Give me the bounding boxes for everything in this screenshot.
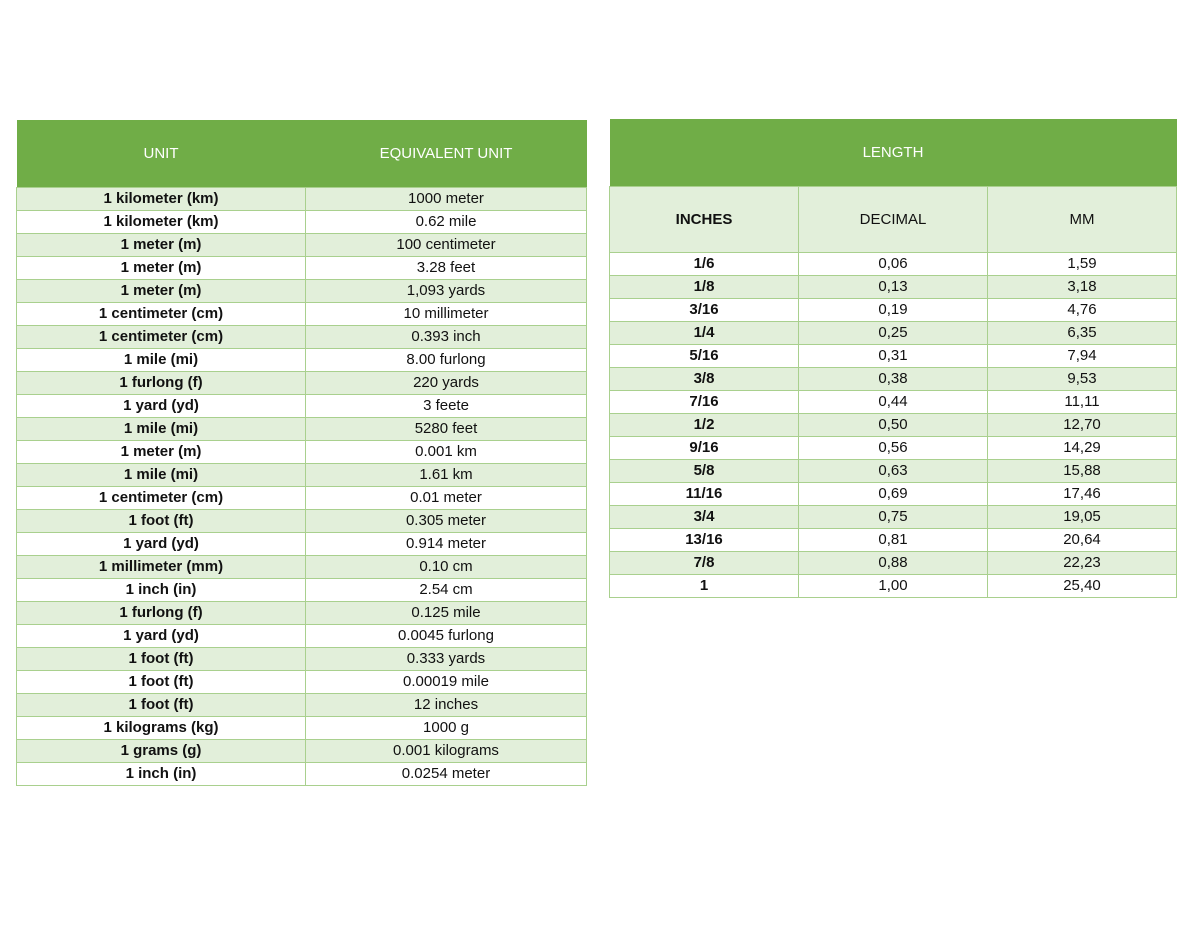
table-row (610, 437, 1177, 460)
unit-cell: 1 inch (in) (17, 579, 306, 602)
inches-cell: 1/4 (610, 322, 799, 345)
unit-cell: 1 yard (yd) (17, 625, 306, 648)
inches-column-header: INCHES (610, 187, 799, 253)
unit-cell: 1 mile (mi) (17, 464, 306, 487)
table-row (610, 460, 1177, 483)
decimal-cell: 0,31 (799, 345, 988, 368)
unit-cell: 1 yard (yd) (17, 395, 306, 418)
unit-cell: 1 meter (m) (17, 441, 306, 464)
mm-cell: 20,64 (988, 529, 1177, 552)
inches-cell: 7/16 (610, 391, 799, 414)
table-row (17, 211, 587, 234)
unit-table-body (17, 188, 587, 786)
unit-cell: 1 kilograms (kg) (17, 717, 306, 740)
table-row (610, 253, 1177, 276)
unit-cell: 1 furlong (f) (17, 602, 306, 625)
unit-cell: 1 kilometer (km) (17, 211, 306, 234)
equivalent-unit-cell: 2.54 cm (306, 579, 587, 602)
equivalent-unit-cell: 0.0045 furlong (306, 625, 587, 648)
equivalent-unit-column-header: EQUIVALENT UNIT (306, 120, 587, 188)
unit-cell: 1 foot (ft) (17, 671, 306, 694)
table-row (17, 395, 587, 418)
mm-cell: 11,11 (988, 391, 1177, 414)
unit-cell: 1 centimeter (cm) (17, 326, 306, 349)
mm-cell: 19,05 (988, 506, 1177, 529)
decimal-cell: 0,75 (799, 506, 988, 529)
inches-cell: 5/16 (610, 345, 799, 368)
unit-cell: 1 meter (m) (17, 257, 306, 280)
table-row (610, 299, 1177, 322)
equivalent-unit-cell: 220 yards (306, 372, 587, 395)
table-row (17, 188, 587, 211)
equivalent-unit-cell: 5280 feet (306, 418, 587, 441)
mm-column-header: MM (988, 187, 1177, 253)
inches-cell: 1/6 (610, 253, 799, 276)
table-row (17, 441, 587, 464)
table-row (17, 602, 587, 625)
table-row (610, 345, 1177, 368)
unit-cell: 1 mile (mi) (17, 418, 306, 441)
mm-cell: 17,46 (988, 483, 1177, 506)
equivalent-unit-cell: 0.125 mile (306, 602, 587, 625)
unit-cell: 1 grams (g) (17, 740, 306, 763)
length-table-body (610, 253, 1177, 598)
equivalent-unit-cell: 0.10 cm (306, 556, 587, 579)
unit-cell: 1 inch (in) (17, 763, 306, 786)
mm-cell: 25,40 (988, 575, 1177, 598)
table-row (17, 418, 587, 441)
equivalent-unit-cell: 0.001 kilograms (306, 740, 587, 763)
decimal-cell: 0,50 (799, 414, 988, 437)
mm-cell: 7,94 (988, 345, 1177, 368)
table-row (610, 483, 1177, 506)
table-row (17, 303, 587, 326)
table-row (17, 740, 587, 763)
mm-cell: 22,23 (988, 552, 1177, 575)
length-conversion-table (609, 119, 1177, 598)
unit-cell: 1 centimeter (cm) (17, 487, 306, 510)
table-row (610, 391, 1177, 414)
mm-cell: 1,59 (988, 253, 1177, 276)
table-row (17, 280, 587, 303)
inches-cell: 5/8 (610, 460, 799, 483)
length-title-row (610, 119, 1177, 187)
decimal-cell: 0,63 (799, 460, 988, 483)
table-row (17, 648, 587, 671)
unit-cell: 1 foot (ft) (17, 510, 306, 533)
table-row (610, 414, 1177, 437)
mm-cell: 3,18 (988, 276, 1177, 299)
table-row (17, 533, 587, 556)
table-row (17, 464, 587, 487)
equivalent-unit-cell: 1000 g (306, 717, 587, 740)
table-row (610, 276, 1177, 299)
table-row (17, 349, 587, 372)
decimal-cell: 0,81 (799, 529, 988, 552)
decimal-cell: 0,19 (799, 299, 988, 322)
unit-cell: 1 kilometer (km) (17, 188, 306, 211)
equivalent-unit-cell: 8.00 furlong (306, 349, 587, 372)
equivalent-unit-cell: 1000 meter (306, 188, 587, 211)
inches-cell: 3/16 (610, 299, 799, 322)
table-row (610, 322, 1177, 345)
unit-cell: 1 meter (m) (17, 234, 306, 257)
mm-cell: 9,53 (988, 368, 1177, 391)
unit-cell: 1 centimeter (cm) (17, 303, 306, 326)
decimal-cell: 0,06 (799, 253, 988, 276)
inches-cell: 11/16 (610, 483, 799, 506)
decimal-cell: 0,69 (799, 483, 988, 506)
table-row (17, 372, 587, 395)
mm-cell: 4,76 (988, 299, 1177, 322)
equivalent-unit-cell: 0.393 inch (306, 326, 587, 349)
equivalent-unit-cell: 0.914 meter (306, 533, 587, 556)
equivalent-unit-cell: 12 inches (306, 694, 587, 717)
equivalent-unit-cell: 3 feete (306, 395, 587, 418)
table-row (17, 717, 587, 740)
table-row (17, 671, 587, 694)
decimal-cell: 0,44 (799, 391, 988, 414)
inches-cell: 3/4 (610, 506, 799, 529)
table-row (17, 579, 587, 602)
table-row (610, 506, 1177, 529)
table-row (17, 234, 587, 257)
equivalent-unit-cell: 0.305 meter (306, 510, 587, 533)
inches-cell: 1 (610, 575, 799, 598)
equivalent-unit-cell: 10 millimeter (306, 303, 587, 326)
table-row (17, 625, 587, 648)
inches-cell: 3/8 (610, 368, 799, 391)
unit-cell: 1 foot (ft) (17, 694, 306, 717)
unit-conversion-table (16, 120, 587, 786)
equivalent-unit-cell: 1,093 yards (306, 280, 587, 303)
equivalent-unit-cell: 0.00019 mile (306, 671, 587, 694)
decimal-cell: 0,56 (799, 437, 988, 460)
unit-cell: 1 furlong (f) (17, 372, 306, 395)
table-row (17, 257, 587, 280)
unit-cell: 1 yard (yd) (17, 533, 306, 556)
unit-cell: 1 mile (mi) (17, 349, 306, 372)
unit-cell: 1 millimeter (mm) (17, 556, 306, 579)
unit-column-header: UNIT (17, 120, 306, 188)
table-row (17, 763, 587, 786)
decimal-cell: 0,38 (799, 368, 988, 391)
inches-cell: 7/8 (610, 552, 799, 575)
equivalent-unit-cell: 0.333 yards (306, 648, 587, 671)
inches-cell: 1/8 (610, 276, 799, 299)
equivalent-unit-cell: 100 centimeter (306, 234, 587, 257)
unit-cell: 1 meter (m) (17, 280, 306, 303)
length-table-title: LENGTH (610, 119, 1177, 187)
table-row (17, 487, 587, 510)
table-row (17, 694, 587, 717)
equivalent-unit-cell: 0.001 km (306, 441, 587, 464)
table-row (610, 575, 1177, 598)
table-row (610, 552, 1177, 575)
mm-cell: 12,70 (988, 414, 1177, 437)
table-row (610, 529, 1177, 552)
decimal-column-header: DECIMAL (799, 187, 988, 253)
equivalent-unit-cell: 0.01 meter (306, 487, 587, 510)
decimal-cell: 1,00 (799, 575, 988, 598)
mm-cell: 6,35 (988, 322, 1177, 345)
mm-cell: 14,29 (988, 437, 1177, 460)
decimal-cell: 0,13 (799, 276, 988, 299)
inches-cell: 9/16 (610, 437, 799, 460)
equivalent-unit-cell: 3.28 feet (306, 257, 587, 280)
equivalent-unit-cell: 0.0254 meter (306, 763, 587, 786)
table-row (17, 556, 587, 579)
decimal-cell: 0,88 (799, 552, 988, 575)
inches-cell: 1/2 (610, 414, 799, 437)
mm-cell: 15,88 (988, 460, 1177, 483)
decimal-cell: 0,25 (799, 322, 988, 345)
inches-cell: 13/16 (610, 529, 799, 552)
length-header-row (610, 187, 1177, 253)
unit-table-header-row (17, 120, 587, 188)
table-row (610, 368, 1177, 391)
unit-cell: 1 foot (ft) (17, 648, 306, 671)
equivalent-unit-cell: 0.62 mile (306, 211, 587, 234)
equivalent-unit-cell: 1.61 km (306, 464, 587, 487)
table-row (17, 510, 587, 533)
table-row (17, 326, 587, 349)
